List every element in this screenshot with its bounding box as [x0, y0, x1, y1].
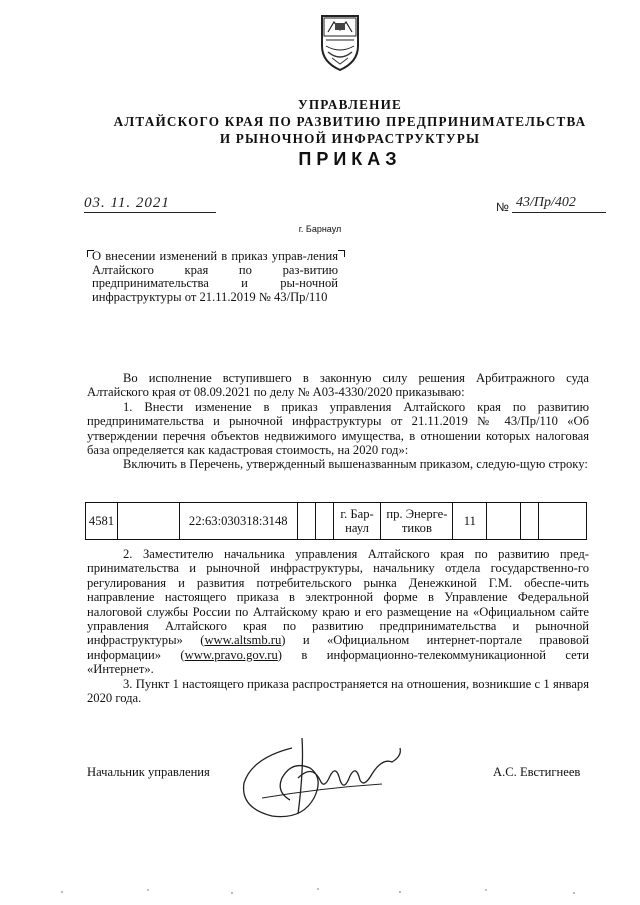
header-line-1: УПРАВЛЕНИЕ — [297, 97, 403, 112]
table-cell — [315, 503, 333, 540]
table-row — [86, 503, 587, 540]
number-label: № — [496, 200, 509, 214]
property-list-table — [85, 502, 587, 540]
table-cell — [539, 503, 587, 540]
item-2-text-c: ) в информационно-телекоммуникационной сети «Интернет». — [87, 647, 590, 677]
link-pravo[interactable]: www.pravo.gov.ru — [184, 647, 278, 662]
table-cell — [117, 503, 179, 540]
item-2-paragraph — [87, 547, 589, 677]
item-1-sub-paragraph: Включить в Перечень, утвержденный вышеназванным приказом, следую-щую строку: — [123, 457, 588, 472]
handwritten-signature — [232, 728, 412, 828]
signatory-title: Начальник управления — [87, 765, 210, 779]
table-cell — [487, 503, 521, 540]
coat-of-arms-emblem — [318, 12, 362, 72]
signatory-name: А.С. Евстигнеев — [493, 765, 581, 779]
item-3-paragraph: 3. Пункт 1 настоящего приказа распространяется на отношения, возникшие с 1 января 2020 года. — [87, 676, 589, 706]
table-cell — [297, 503, 315, 540]
city-label: г. Барнаул — [298, 224, 342, 234]
body-part-2 — [87, 547, 589, 705]
subject-corner-right — [338, 250, 345, 257]
scan-noise — [0, 880, 640, 900]
table-cell: г. Бар-наул — [333, 503, 381, 540]
subject-text: О внесении изменений в приказ управ-ления Алтайского края по раз-витию предпринимательства и ры-ночной инфраструктуры от 21.11.2019 № 43/Пр/110 — [92, 249, 338, 304]
body-part-1 — [87, 371, 589, 472]
document-date: 03. 11. 2021 — [84, 194, 216, 213]
item-1-paragraph: 1. Внести изменение в приказ управления Алтайского края по развитию предпринимательства и рыночной инфраструктуры от 21.11.2019 № 43/Пр/110 «Об утверждении перечня объектов недвижимого имущества, в отношении которых налоговая база определяется как кадастровая стоимость, на 2020 год»: — [87, 399, 589, 458]
table-cell: пр. Энерге-тиков — [381, 503, 453, 540]
table-cell: 4581 — [86, 503, 118, 540]
link-altsmb[interactable]: www.altsmb.ru — [204, 633, 282, 648]
table-cell: 22:63:030318:3148 — [179, 503, 297, 540]
table-cell: 11 — [453, 503, 487, 540]
item-2-text-b: ) и «Официальном интернет-портале правовой информации» ( — [87, 633, 589, 662]
item-2-text-a: 2. Заместителю начальника управления Алтайского края по развитию пред-принимательства и рыночной инфраструктуры, начальнику отдела государственно-го регулирования и развития потребительского рынка Денежкиной Г.М. обеспе-чить направление настоящего приказа в электронной форме в Управление Федеральной налоговой службы России по Алтайскому краю и его размещение на «Официальном сайте управления Алтайского края по развитию предпринимательства и рыночной инфраструктуры» ( — [87, 547, 589, 648]
document-number: 43/Пр/402 — [512, 194, 606, 213]
table-cell — [521, 503, 539, 540]
document-type-title: ПРИКАЗ — [298, 149, 402, 169]
header-line-2: АЛТАЙСКОГО КРАЯ ПО РАЗВИТИЮ ПРЕДПРИНИМАТЕЛЬСТВА — [113, 114, 587, 129]
preamble-paragraph: Во исполнение вступившего в законную силу решения Арбитражного суда Алтайского края от 08.09.2021 по делу № А03-4330/2020 приказываю: — [87, 371, 589, 400]
header-line-3: И РЫНОЧНОЙ ИНФРАСТРУКТУРЫ — [219, 131, 481, 146]
document-subject — [92, 250, 338, 304]
